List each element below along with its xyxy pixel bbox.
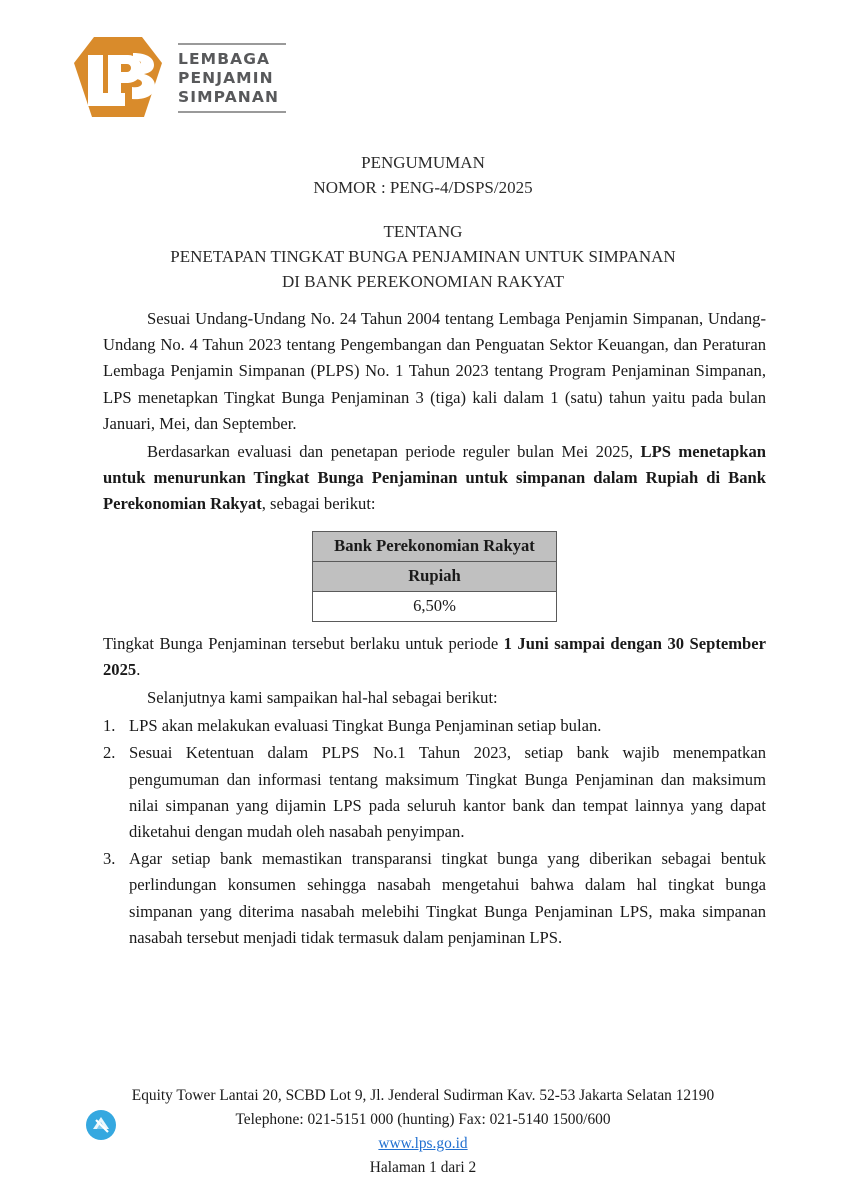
determination-pre: Berdasarkan evaluasi dan penetapan periode reguler bulan Mei 2025, [147,442,641,462]
document-title-block [80,150,766,294]
determination-post: , sebagai berikut: [261,494,376,514]
title-nomor: NOMOR : PENG-4/DSPS/2025 [313,178,533,197]
list-item-number: 2. [103,743,116,763]
table-row [313,591,557,621]
validity-post: . [136,659,141,679]
document-footer [0,1084,846,1180]
validity-pre: Tingkat Bunga Penjaminan tersebut berlaku untuk periode [103,633,504,653]
title-subject-line1: PENETAPAN TINGKAT BUNGA PENJAMINAN UNTUK SIMPANAN [170,247,676,266]
rate-table [312,531,557,622]
lps-logo [70,33,286,121]
paragraph-list-intro: Selanjutnya kami sampaikan hal-hal sebagai berikut: [147,688,498,708]
list-item-text: Agar setiap bank memastikan transparansi tingkat bunga yang diberikan sebagai bentuk perlindungan konsumen sehingga nasabah mengetahui bahwa dalam hal tingkat bunga simpanan yang diterima nasabah melebihi Tingkat Bunga Penjaminan LPS, maka simpanan nasabah tersebut menjadi tidak termasuk dalam penjaminan LPS. [129,849,766,947]
document-body [103,306,766,952]
list-item-number: 3. [103,849,116,869]
list-item [103,713,766,739]
table-row [313,531,557,561]
list-item-text: LPS akan melakukan evaluasi Tingkat Bunga Penjaminan setiap bulan. [129,716,602,736]
table-header-bank: Bank Perekonomian Rakyat [313,531,557,561]
list-item-text: Sesuai Ketentuan dalam PLPS No.1 Tahun 2023, setiap bank wajib menempatkan pengumuman dan informasi tentang maksimum Tingkat Bunga Penjaminan dan maksimum nilai simpanan yang dijamin LPS pada seluruh kantor bank dan tempat lainnya yang dapat diketahui dengan mudah oleh nasabah penyimpan. [129,743,766,842]
title-pengumuman: PENGUMUMAN [361,153,485,172]
logo-word-2: PENJAMIN [178,69,274,87]
logo-word-1: LEMBAGA [178,50,271,68]
list-item [103,740,766,845]
list-item [103,846,766,951]
footer-website-link[interactable]: www.lps.go.id [378,1135,468,1152]
paragraph-validity-period [103,631,766,683]
footer-address: Equity Tower Lantai 20, SCBD Lot 9, Jl. Jenderal Sudirman Kav. 52-53 Jakarta Selatan 12190 [131,1087,715,1104]
footer-website-line [0,1132,846,1156]
determination-bold: LPS menetapkan untuk menurunkan Tingkat Bunga Penjaminan untuk simpanan dalam Rupiah di Bank Perekonomian Rakyat [103,442,766,514]
table-header-currency: Rupiah [313,561,557,591]
title-spacer [80,200,766,219]
paragraph-legal-basis: Sesuai Undang-Undang No. 24 Tahun 2004 tentang Lembaga Penjamin Simpanan, Undang-Undang No. 4 Tahun 2023 tentang Pengembangan dan Penguatan Sektor Keuangan, dan Peraturan Lembaga Penjamin Simpanan (PLPS) No. 1 Tahun 2023 tentang Program Penjaminan Simpanan, LPS menetapkan Tingkat Bunga Penjaminan 3 (tiga) kali dalam 1 (satu) tahun yaitu pada bulan Januari, Mei, dan September. [103,309,766,433]
logo-word-3: SIMPANAN [178,88,280,106]
paragraph-determination [103,439,766,518]
numbered-list [103,713,766,951]
list-item-number: 1. [103,716,116,736]
title-tentang: TENTANG [383,222,463,241]
footer-page-number: Halaman 1 dari 2 [369,1159,477,1176]
table-value-rate: 6,50% [313,591,557,621]
logo-rule-bottom [178,111,286,113]
lps-logo-text [178,41,286,113]
table-row [313,561,557,591]
validity-bold: 1 Juni sampai dengan 30 September 2025 [103,633,766,679]
footer-contact: Telephone: 021-5151 000 (hunting) Fax: 021-5140 1500/600 [235,1111,611,1128]
lps-logo-mark-icon [70,33,166,121]
title-subject-line2: DI BANK PEREKONOMIAN RAKYAT [282,272,564,291]
rate-table-container [103,531,766,622]
logo-wordmark [178,45,286,111]
